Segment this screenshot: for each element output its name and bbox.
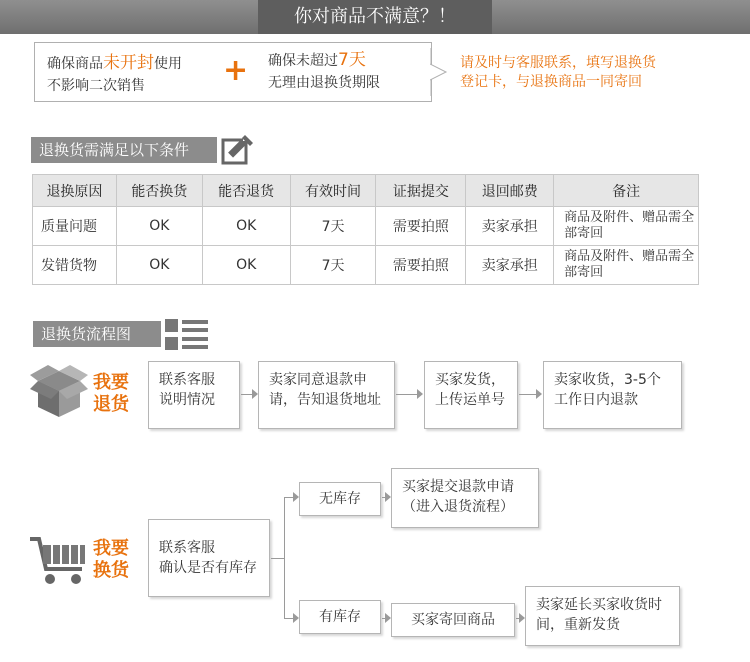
- table-cell: 需要拍照: [376, 246, 466, 285]
- in-stock-step: 买家寄回商品: [391, 603, 515, 637]
- in-stock-result: [525, 586, 680, 646]
- return-step-refund: [543, 361, 682, 429]
- connector: [284, 497, 285, 618]
- box-icon: [30, 365, 88, 421]
- table-header: 能否退货: [202, 175, 290, 207]
- table-header: 备注: [554, 175, 699, 207]
- branch-no-stock: 无库存: [299, 482, 381, 516]
- table-cell: 发错货物: [33, 246, 117, 285]
- condition-text: 无理由退换货期限: [268, 75, 380, 91]
- contact-note: [460, 54, 656, 92]
- step-line: 上传运单号: [435, 392, 505, 408]
- step-line: 买家提交退款申请: [402, 479, 514, 495]
- cart-icon: [30, 535, 88, 587]
- table-cell: 卖家承担: [466, 207, 554, 246]
- condition-text: 确保商品: [47, 56, 103, 72]
- table-header: 证据提交: [376, 175, 466, 207]
- table-header-row: [33, 175, 699, 207]
- step-line: 卖家收货，3-5个: [554, 372, 661, 388]
- no-stock-result: [391, 468, 539, 528]
- table-cell: 质量问题: [33, 207, 117, 246]
- table-cell: 7天: [290, 207, 376, 246]
- step-line: 卖家延长买家收货时: [536, 597, 662, 613]
- table-cell: OK: [202, 246, 290, 285]
- return-step-ship: [424, 361, 518, 429]
- note-line: 请及时与客服联系，填写退换货: [460, 55, 656, 71]
- exchange-label-line: 我要: [93, 538, 129, 559]
- section-title-conditions: 退换货需满足以下条件: [31, 137, 217, 163]
- exchange-step-contact: [148, 519, 270, 597]
- section-title-process: 退换货流程图: [33, 321, 161, 347]
- top-banner: [0, 0, 750, 34]
- condition-text: 不影响二次销售: [47, 78, 145, 94]
- banner-title: 你对商品不满意？！: [294, 6, 456, 27]
- return-step-contact: [148, 361, 240, 429]
- table-cell: 需要拍照: [376, 207, 466, 246]
- connector: [519, 394, 537, 395]
- table-cell: 7天: [290, 246, 376, 285]
- step-line: 联系客服: [159, 540, 215, 556]
- plus-sign: +: [223, 53, 249, 88]
- arrow-right-icon: [536, 389, 542, 399]
- connector: [271, 558, 285, 559]
- return-label-line: 我要: [93, 372, 129, 393]
- step-line: 间，重新发货: [536, 617, 620, 633]
- table-row: [33, 246, 699, 285]
- condition-days: [268, 49, 380, 94]
- table-cell: OK: [202, 207, 290, 246]
- table-header: 退回邮费: [466, 175, 554, 207]
- condition-unopened: [47, 52, 182, 97]
- return-label-line: 退货: [93, 394, 129, 415]
- table-header: 能否换货: [116, 175, 202, 207]
- pointer-arrow-icon: [430, 48, 448, 96]
- connector: [396, 394, 418, 395]
- step-line: 卖家同意退款申: [269, 372, 367, 388]
- branch-in-stock: 有库存: [299, 600, 381, 634]
- conditions-box: [34, 42, 432, 102]
- table-cell: 商品及附件、赠品需全部寄回: [554, 207, 699, 246]
- step-line: 说明情况: [159, 392, 215, 408]
- conditions-table: [32, 174, 699, 285]
- table-cell: 商品及附件、赠品需全部寄回: [554, 246, 699, 285]
- step-line: （进入退货流程）: [402, 499, 514, 515]
- condition-text: 使用: [154, 56, 182, 72]
- condition-text: 确保未超过: [268, 53, 338, 69]
- arrow-right-icon: [417, 389, 423, 399]
- note-line: 登记卡，与退换商品一同寄回: [460, 74, 642, 90]
- condition-highlight: 7天: [338, 50, 366, 70]
- step-line: 请，告知退货地址: [269, 392, 381, 408]
- exchange-label-line: 换货: [93, 560, 129, 581]
- return-step-approve: [258, 361, 395, 429]
- exchange-label: [93, 538, 129, 582]
- step-line: 工作日内退款: [554, 392, 638, 408]
- step-line: 联系客服: [159, 372, 215, 388]
- table-cell: OK: [116, 246, 202, 285]
- step-line: 确认是否有库存: [159, 560, 257, 576]
- table-row: [33, 207, 699, 246]
- list-icon: [165, 318, 209, 352]
- edit-icon: [221, 133, 255, 167]
- table-header: 有效时间: [290, 175, 376, 207]
- table-cell: OK: [116, 207, 202, 246]
- table-header: 退换原因: [33, 175, 117, 207]
- condition-highlight: 未开封: [103, 53, 154, 73]
- return-label: [93, 372, 129, 416]
- table-cell: 卖家承担: [466, 246, 554, 285]
- step-line: 买家发货，: [435, 372, 505, 388]
